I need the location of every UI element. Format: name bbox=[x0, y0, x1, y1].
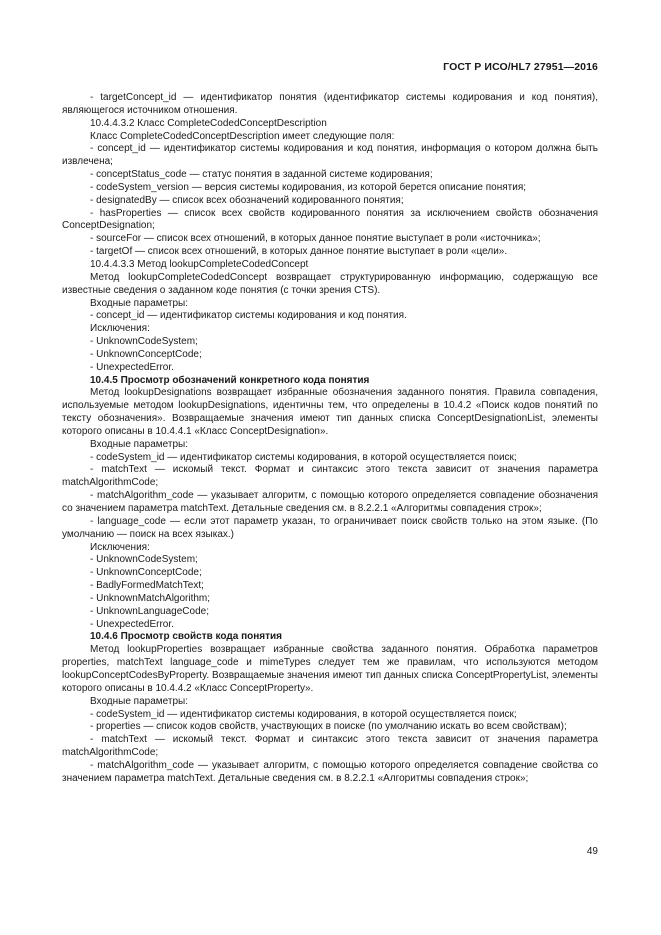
paragraph: Исключения: bbox=[90, 541, 150, 553]
paragraph: Метод lookupProperties возвращает избранные свойства заданного понятия. Обработка параметров properties, matchText language_code и mimeTypes следует тем же правилам, что используются методом lookupConceptCodesByProperty. Возвращаемые значения имеют тип данных списка ConceptPropertyList, элементы которого описаны в 10.4.4.2 «Класс ConceptProperty». bbox=[62, 644, 598, 694]
list-item: - matchAlgorithm_code — указывает алгоритм, с помощью которого определяется совпадение свойства со значением параметра matchText. Детальные сведения см. в 8.2.2.1 «Алгоритмы совпадения строк»; bbox=[62, 759, 598, 784]
paragraph: Метод lookupDesignations возвращает избранные обозначения заданного понятия. Правила совпадения, используемые методом lookupDesignations, идентичны тем, что определены в 10.4.2 «Поиск кодов понятий по тексту обозначения». Возвращаемые значения имеют тип данных списка ConceptDesignationList, элементы которого описаны в 10.4.4.1 «Класс ConceptDesignation». bbox=[62, 387, 598, 437]
list-item: - matchAlgorithm_code — указывает алгоритм, с помощью которого определяется совпадение обозначения со значением параметра matchText. Детальные сведения см. в 8.2.2.1 «Алгоритмы совпадения строк»; bbox=[62, 490, 598, 514]
list-item: - UnknownConceptCode; bbox=[90, 567, 202, 579]
section-heading: 10.4.5 Просмотр обозначений конкретного кода понятия bbox=[90, 374, 370, 386]
paragraph: - targetConcept_id — идентификатор понятия (идентификатор системы кодирования и код понятия), являющегося источником отношения. bbox=[62, 92, 598, 116]
list-item: - UnknownLanguageCode; bbox=[90, 605, 209, 617]
list-item: - UnexpectedError. bbox=[90, 361, 174, 373]
list-item: - UnexpectedError. bbox=[90, 618, 174, 630]
page-number: 49 bbox=[586, 846, 598, 857]
list-item: - properties — список кодов свойств, участвующих в поиске (по умолчанию искать во всем свойствам); bbox=[90, 721, 567, 733]
list-item: - matchText — искомый текст. Формат и синтаксис этого текста зависит от значения параметра matchAlgorithmCode; bbox=[62, 464, 598, 489]
list-item: - concept_id — идентификатор системы кодирования и код понятия. bbox=[90, 310, 407, 322]
list-item: - UnknownMatchAlgorithm; bbox=[90, 592, 211, 604]
list-item: - UnknownCodeSystem; bbox=[90, 336, 198, 348]
paragraph: Входные параметры: bbox=[90, 297, 188, 309]
list-item: - codeSystem_id — идентификатор системы кодирования, в которой осуществляется поиск; bbox=[90, 708, 517, 720]
section-heading: 10.4.6 Просмотр свойств кода понятия bbox=[90, 631, 282, 643]
paragraph: Исключения: bbox=[90, 323, 150, 335]
list-item: - UnknownCodeSystem; bbox=[90, 554, 198, 566]
list-item: - designatedBy — список всех обозначений кодированного понятия; bbox=[90, 194, 404, 206]
list-item: - concept_id — идентификатор системы кодирования и код понятия, информация о котором должна быть извлечена; bbox=[62, 143, 598, 168]
subsection-title: 10.4.4.3.2 Класс CompleteCodedConceptDescription bbox=[90, 117, 327, 129]
page-body bbox=[62, 92, 598, 786]
list-item: - hasProperties — список всех свойств кодированного понятия за исключением свойств обозначения ConceptDesignation; bbox=[62, 207, 598, 232]
paragraph: Входные параметры: bbox=[90, 695, 188, 707]
list-item: - BadlyFormedMatchText; bbox=[90, 580, 204, 592]
paragraph: Метод lookupCompleteCodedConcept возвращает структурированную информацию, содержащую все известные сведения о заданном коде понятия (с точки зрения CTS). bbox=[62, 271, 598, 296]
list-item: - matchText — искомый текст. Формат и синтаксис этого текста зависит от значения параметра matchAlgorithmCode; bbox=[62, 734, 598, 759]
subsection-title: 10.4.4.3.3 Метод lookupCompleteCodedConcept bbox=[90, 258, 309, 270]
paragraph: Входные параметры: bbox=[90, 438, 188, 450]
list-item: - conceptStatus_code — статус понятия в заданной системе кодирования; bbox=[90, 169, 433, 181]
list-item: - UnknownConceptCode; bbox=[90, 348, 202, 360]
list-item: - codeSystem_id — идентификатор системы кодирования, в которой осуществляется поиск; bbox=[90, 451, 517, 463]
paragraph: Класс CompleteCodedConceptDescription имеет следующие поля: bbox=[90, 130, 395, 142]
list-item: - language_code — если этот параметр указан, то ограничивает поиск свойств только на этом языке. (По умолчанию — поиск на всех языках.) bbox=[62, 515, 598, 540]
list-item: - codeSystem_version — версия системы кодирования, из которой берется описание понятия; bbox=[90, 181, 527, 193]
list-item: - targetOf — список всех отношений, в которых данное понятие выступает в роли «цели». bbox=[90, 246, 508, 258]
document-header: ГОСТ Р ИСО/HL7 27951—2016 bbox=[443, 61, 598, 73]
list-item: - sourceFor — список всех отношений, в которых данное понятие выступает в роли «источника»; bbox=[90, 233, 541, 245]
